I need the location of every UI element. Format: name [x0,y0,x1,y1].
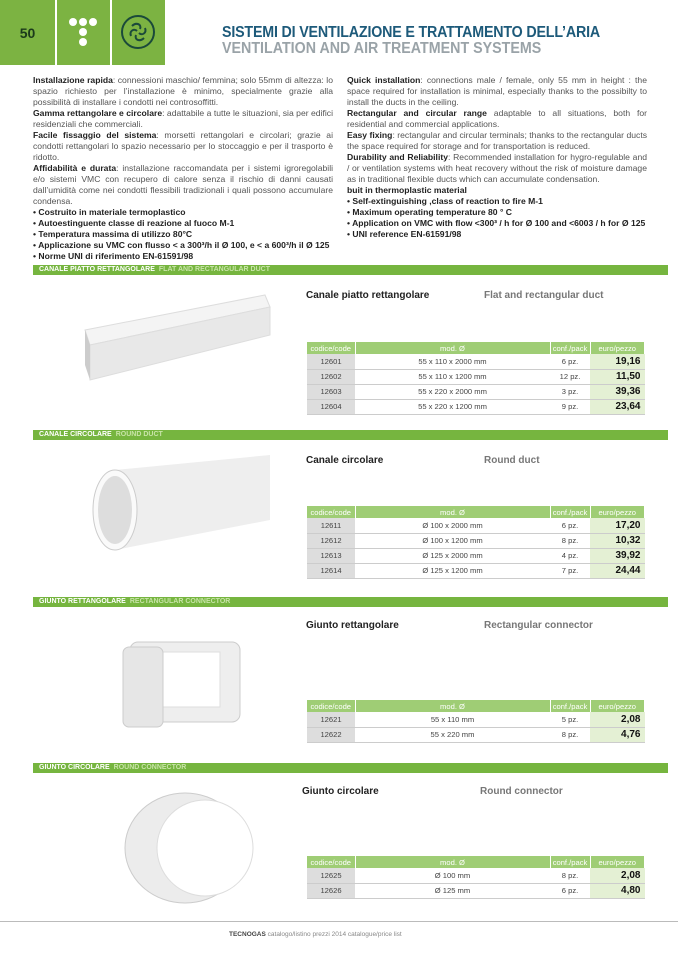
paragraph-text: : Recommended installation for hygro-regulable and / or ventilation systems with heat recovery without the risk of moisture damage as in traditional flexible ducts which can accumulate condensation. [347,152,648,184]
col-code: codice/code [307,856,355,868]
paragraph-text: adaptable to all situations, both for residential and commercial applications. [347,108,648,129]
code-cell: 12603 [307,384,355,399]
feature-bullet: • Costruito in materiale termoplastico [33,207,186,217]
intro-paragraph [33,163,333,207]
footer-text: catalogo/listino prezzi 2014 catalogue/price list [265,931,402,938]
section-bar [33,763,668,773]
price-cell: 19,16 [590,354,645,369]
product-title-it: Canale circolare [306,455,384,466]
table-row [307,563,645,578]
paragraph-heading: Easy fixing [347,130,393,140]
paragraph-text: : installazione raccomandata per i sistemi igroregolabili e/o sistemi VMC con recupero di calore senza il rischio di danni causati dall’umidità come nei condotti flessibili tradizionali i quali possono accumulare condensa. [33,163,334,206]
brand-logo [57,0,110,65]
paragraph-heading: Gamma rettangolare e circolare [33,108,163,118]
section-label-en: FLAT AND RECTANGULAR DUCT [158,266,270,273]
table-header [307,856,645,868]
code-cell: 12601 [307,354,355,369]
pack-cell: 12 pz. [550,369,590,384]
pack-cell: 6 pz. [550,354,590,369]
pack-cell: 6 pz. [550,518,590,533]
price-cell: 4,80 [590,883,645,898]
price-table [307,856,645,899]
code-cell: 12602 [307,369,355,384]
section-label-en: ROUND DUCT [115,431,163,438]
section-label-en: RECTANGULAR CONNECTOR [129,598,231,605]
model-cell: 55 x 220 x 2000 mm [355,384,550,399]
price-cell: 4,76 [590,727,645,742]
section-label-it: GIUNTO RETTANGOLARE [39,598,126,605]
table-row [307,399,645,414]
footer [229,931,402,938]
product-image [95,783,295,918]
tecnogas-logo-icon [57,0,110,65]
model-cell: Ø 100 x 1200 mm [355,533,550,548]
col-code: codice/code [307,342,355,354]
code-cell: 12612 [307,533,355,548]
intro-paragraph [347,152,647,185]
model-cell: 55 x 110 x 1200 mm [355,369,550,384]
paragraph-heading: Affidabilità e durata [33,163,117,173]
pack-cell: 7 pz. [550,563,590,578]
pack-cell: 3 pz. [550,384,590,399]
intro-paragraph [33,130,333,163]
price-cell: 10,32 [590,533,645,548]
product-title-it: Giunto circolare [302,786,379,797]
paragraph-text: : morsetti rettangolari e circolari; grazie ai condotti rettangolari lo spazio necessario per lo stoccaggio e per il trasporto è ridotto. [33,130,333,162]
product-title-en: Round duct [484,455,540,466]
col-mod: mod. Ø [355,700,550,712]
feature-bullet: • Norme UNI di riferimento EN-61591/98 [33,251,194,261]
paragraph-heading: Facile fissaggio del sistema [33,130,157,140]
col-code: codice/code [307,700,355,712]
code-cell: 12611 [307,518,355,533]
section-label-it: GIUNTO CIRCOLARE [39,764,110,771]
table-header [307,342,645,354]
model-cell: Ø 125 mm [355,883,550,898]
pack-cell: 5 pz. [550,712,590,727]
table-row [307,354,645,369]
col-price: euro/pezzo [590,506,645,518]
intro-paragraph [33,75,333,108]
code-cell: 12626 [307,883,355,898]
table-row [307,712,645,727]
table-header [307,506,645,518]
section-bar [33,265,668,275]
model-cell: 55 x 220 x 1200 mm [355,399,550,414]
col-pack: conf./pack [550,856,590,868]
table-row [307,384,645,399]
feature-bullet: • Application on VMC with flow <300³ / h for Ø 100 and <6003 / h for Ø 125 [347,218,646,228]
feature-bullet: • Autoestinguente classe di reazione al fuoco M-1 [33,218,235,228]
model-cell: Ø 125 x 2000 mm [355,548,550,563]
code-cell: 12614 [307,563,355,578]
pack-cell: 8 pz. [550,868,590,883]
pack-cell: 8 pz. [550,727,590,742]
intro-paragraph [347,108,647,130]
intro-en [347,75,647,240]
feature-bullet: • Applicazione su VMC con flusso < a 300³/h il Ø 100, e < a 600³/h il Ø 125 [33,240,330,250]
model-cell: Ø 100 mm [355,868,550,883]
paragraph-text: : rectangular and circular terminals; thanks to the rectangular ducts the space required for storage and for transportation is reduced. [347,130,648,151]
model-cell: 55 x 110 mm [355,712,550,727]
price-table [307,700,645,743]
product-image [75,285,275,400]
col-pack: conf./pack [550,342,590,354]
price-cell: 2,08 [590,712,645,727]
section-label-en: ROUND CONNECTOR [113,764,187,771]
product-title-en: Flat and rectangular duct [484,290,604,301]
intro-paragraph [347,75,647,108]
product-title-en: Rectangular connector [484,620,593,631]
code-cell: 12622 [307,727,355,742]
table-row [307,868,645,883]
price-cell: 39,92 [590,548,645,563]
model-cell: Ø 125 x 1200 mm [355,563,550,578]
price-cell: 24,44 [590,563,645,578]
col-mod: mod. Ø [355,856,550,868]
pack-cell: 6 pz. [550,883,590,898]
col-price: euro/pezzo [590,342,645,354]
price-cell: 11,50 [590,369,645,384]
col-price: euro/pezzo [590,856,645,868]
code-cell: 12604 [307,399,355,414]
page-title-it: SISTEMI DI VENTILAZIONE E TRATTAMENTO DELL’ARIA [222,24,600,41]
price-table [307,506,645,579]
page-number: 50 [0,0,55,65]
paragraph-text: : connections male / female, only 55 mm in height : the space required for installation is minimal, especially thanks to the possibilty to install the ducts in the ceiling. [347,75,647,107]
col-pack: conf./pack [550,700,590,712]
intro-it [33,75,333,262]
table-row [307,518,645,533]
product-image [75,617,275,752]
model-cell: 55 x 110 x 2000 mm [355,354,550,369]
table-header [307,700,645,712]
feature-bullet: • Temperatura massima di utilizzo 80°C [33,229,193,239]
page-title-en: VENTILATION AND AIR TREATMENT SYSTEMS [222,40,542,57]
price-cell: 23,64 [590,399,645,414]
feature-bullet: • Self-extinguishing ,class of reaction to fire M-1 [347,196,543,206]
product-title-it: Canale piatto rettangolare [306,290,430,301]
product-image [75,450,275,565]
footer-brand: TECNOGAS [229,931,266,938]
feature-bullet: • Maximum operating temperature 80 ° C [347,207,512,217]
table-row [307,727,645,742]
price-cell: 17,20 [590,518,645,533]
section-label-it: CANALE PIATTO RETTANGOLARE [39,266,155,273]
paragraph-heading: Installazione rapida [33,75,113,85]
intro-paragraph [33,108,333,130]
price-cell: 2,08 [590,868,645,883]
col-code: codice/code [307,506,355,518]
product-title-en: Round connector [480,786,563,797]
col-price: euro/pezzo [590,700,645,712]
pack-cell: 8 pz. [550,533,590,548]
fan-icon [112,0,165,65]
code-cell: 12625 [307,868,355,883]
code-cell: 12613 [307,548,355,563]
footer-divider [0,921,678,922]
paragraph-heading: Durability and Reliability [347,152,448,162]
intro-paragraph [347,130,647,152]
table-row [307,883,645,898]
code-cell: 12621 [307,712,355,727]
col-mod: mod. Ø [355,506,550,518]
ventilation-category [112,0,165,65]
feature-bullet: • UNI reference EN-61591/98 [347,229,462,239]
col-pack: conf./pack [550,506,590,518]
price-table [307,342,645,415]
section-label-it: CANALE CIRCOLARE [39,431,112,438]
paragraph-heading: Quick installation [347,75,421,85]
col-mod: mod. Ø [355,342,550,354]
feature-bullet: buit in thermoplastic material [347,185,467,195]
model-cell: 55 x 220 mm [355,727,550,742]
table-row [307,533,645,548]
paragraph-text: : connessioni maschio/ femmina; solo 55mm di altezza: lo spazio richiesto per l’installazione è minimo, specialmente grazie alla possibilità di installare i condotti nei controsoffitti. [33,75,333,107]
pack-cell: 9 pz. [550,399,590,414]
table-row [307,369,645,384]
model-cell: Ø 100 x 2000 mm [355,518,550,533]
section-bar [33,430,668,440]
section-bar [33,597,668,607]
paragraph-text: : adattabile a tutte le situazioni, sia per edifici residenziali che commerciali. [33,108,334,129]
pack-cell: 4 pz. [550,548,590,563]
product-title-it: Giunto rettangolare [306,620,399,631]
price-cell: 39,36 [590,384,645,399]
paragraph-heading: Rectangular and circular range [347,108,487,118]
table-row [307,548,645,563]
